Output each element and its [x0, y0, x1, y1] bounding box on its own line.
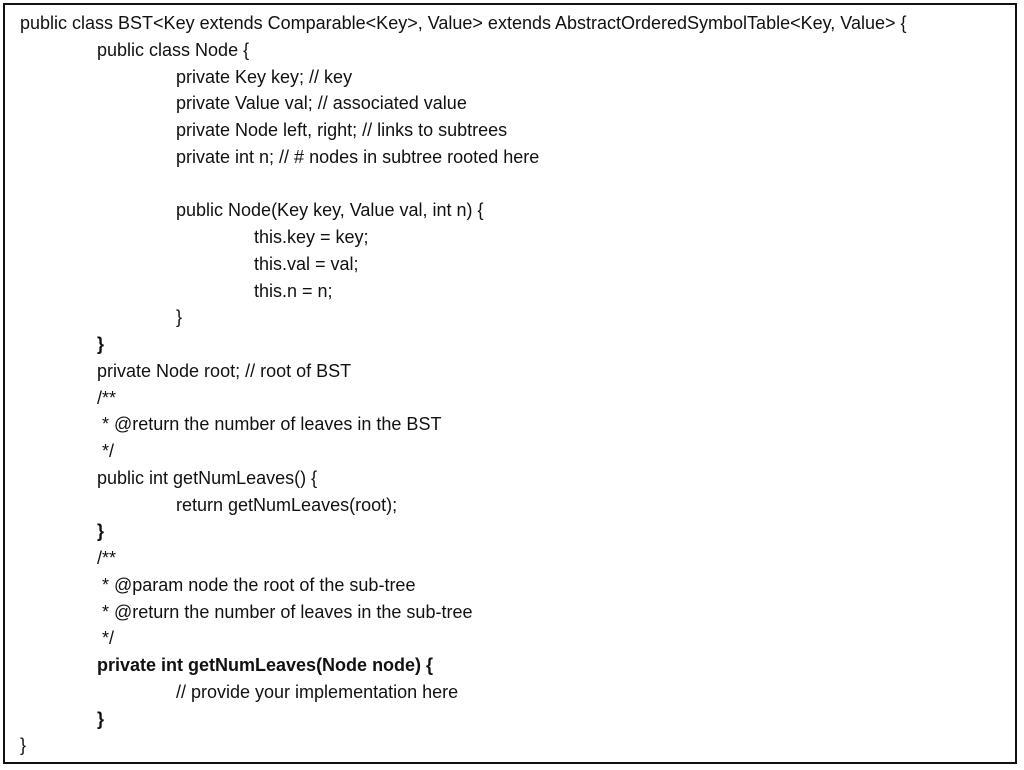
code-line: // provide your implementation here [176, 681, 459, 702]
code-line: private Node left, right; // links to subtrees [176, 120, 508, 140]
code-line: public Node(Key key, Value val, int n) { [176, 200, 484, 221]
code-line: */ [97, 628, 115, 649]
code-line: } [97, 708, 105, 729]
code-line: private Key key; // key [176, 66, 353, 87]
code-line: } [176, 307, 183, 328]
code-line: } [97, 334, 105, 354]
code-line: this.n = n; [254, 280, 333, 301]
code-line: */ [97, 441, 115, 461]
code-line: private Node root; // root of BST [97, 360, 352, 381]
code-line: private int n; // # nodes in subtree rooted here [176, 146, 540, 167]
code-line: } [20, 735, 27, 756]
code-line: /** [97, 548, 117, 568]
code-line: public class BST<Key extends Comparable<Key>, Value> extends AbstractOrderedSymbolTable<Key, Value> { [20, 13, 907, 33]
code-line: this.key = key; [254, 227, 369, 247]
code-line: this.val = val; [254, 253, 359, 274]
code-line: private Value val; // associated value [176, 93, 467, 114]
code-line: public class Node { [97, 39, 250, 60]
code-line: * @param node the root of the sub-tree [97, 574, 416, 595]
code-line: private int getNumLeaves(Node node) { [97, 655, 434, 675]
code-line: return getNumLeaves(root); [176, 494, 398, 515]
code-line: } [97, 521, 105, 542]
code-line: * @return the number of leaves in the sub-tree [97, 601, 473, 622]
code-line: public int getNumLeaves() { [97, 467, 318, 488]
code-line: /** [97, 387, 117, 408]
code-line: * @return the number of leaves in the BST [97, 414, 442, 435]
